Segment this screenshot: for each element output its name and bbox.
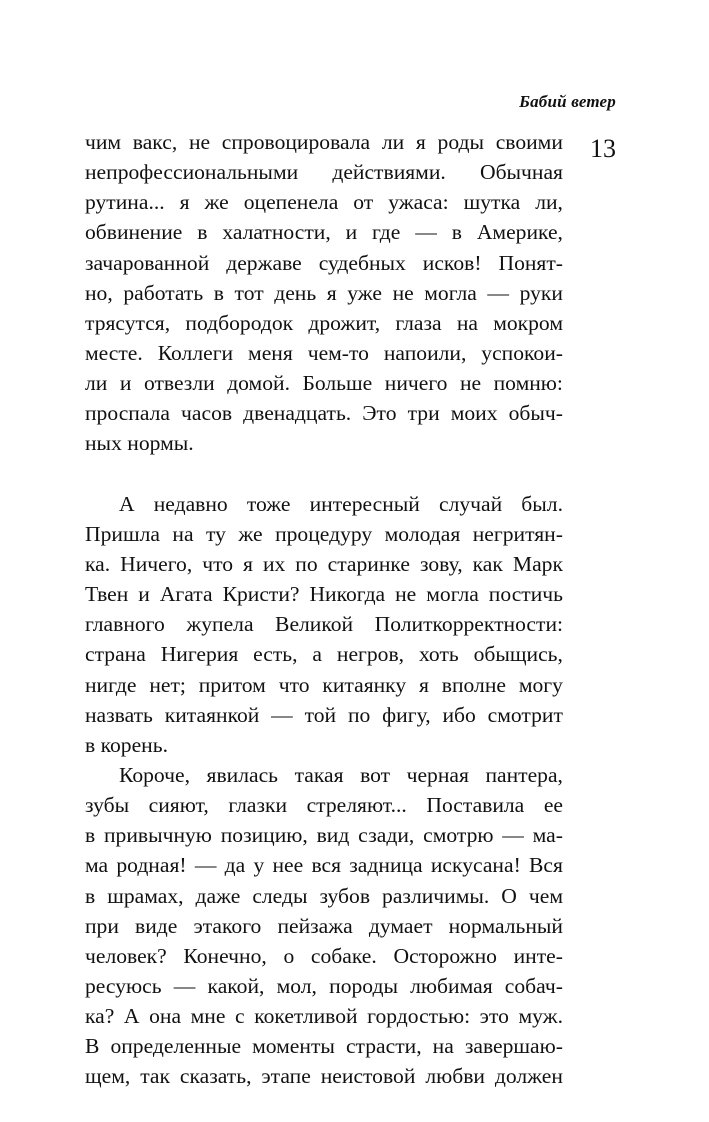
text-line: в шрамах, даже следы зубов различимы. О чем [85, 883, 563, 908]
text-line: ли и отвезли домой. Больше ничего не помню: [85, 371, 563, 396]
text-line: зачарованной державе судебных исков! Понят- [85, 250, 563, 275]
running-title: Бабий ветер [519, 92, 616, 111]
text-line: ка? А она мне с кокетливой гордостью: это муж. [85, 1004, 563, 1029]
text-line: назвать китаянкой — той по фигу, ибо смотрит [85, 702, 563, 727]
text-line: человек? Конечно, о собаке. Осторожно инте- [85, 943, 563, 968]
text-line: в корень. [85, 732, 168, 757]
body-text [85, 127, 563, 1092]
text-line: зубы сияют, глазки стреляют... Поставила ее [85, 793, 563, 818]
text-line: в привычную позицию, вид сзади, смотрю — ма- [85, 823, 563, 848]
text-line: щем, так сказать, этапе неистовой любви должен [85, 1064, 563, 1089]
text-line: нигде нет; притом что китаянку я вполне могу [85, 672, 563, 697]
text-line: чим вакс, не спровоцировала ли я роды своими [85, 130, 563, 154]
text-line: страна Нигерия есть, а негров, хоть обыщись, [85, 642, 563, 667]
text-line: месте. Коллеги меня чем-то напоили, успокои- [85, 340, 563, 365]
text-line: непрофессиональными действиями. Обычная [85, 160, 563, 185]
text-line: В определенные моменты страсти, на завершаю- [85, 1034, 563, 1059]
text-line: трясутся, подбородок дрожит, глаза на мокром [85, 310, 563, 335]
text-line: при виде этакого пейзажа думает нормальный [85, 913, 563, 938]
text-line: Короче, явилась такая вот черная пантера, [119, 762, 563, 787]
text-line: ных нормы. [85, 431, 194, 456]
text-line: ма родная! — да у нее вся задница искусана! Вся [85, 853, 563, 878]
text-line: Пришла на ту же процедуру молодая негритян- [85, 521, 563, 546]
text-line: проспала часов двенадцать. Это три моих обыч- [85, 401, 563, 426]
text-line: рутина... я же оцепенела от ужаса: шутка ли, [85, 190, 563, 215]
text-line: но, работать в тот день я уже не могла — руки [85, 280, 563, 305]
text-line: ресуюсь — какой, мол, породы любимая собач- [85, 973, 563, 998]
page-number: 13 [590, 134, 616, 163]
text-line: Твен и Агата Кристи? Никогда не могла постичь [85, 582, 563, 607]
text-line: главного жупела Великой Политкорректности: [85, 612, 563, 637]
text-line: ка. Ничего, что я их по старинке зову, как Марк [85, 551, 563, 576]
text-line: А недавно тоже интересный случай был. [119, 491, 563, 516]
blank-line [85, 459, 563, 489]
text-line: обвинение в халатности, и где — в Америке, [85, 220, 563, 245]
